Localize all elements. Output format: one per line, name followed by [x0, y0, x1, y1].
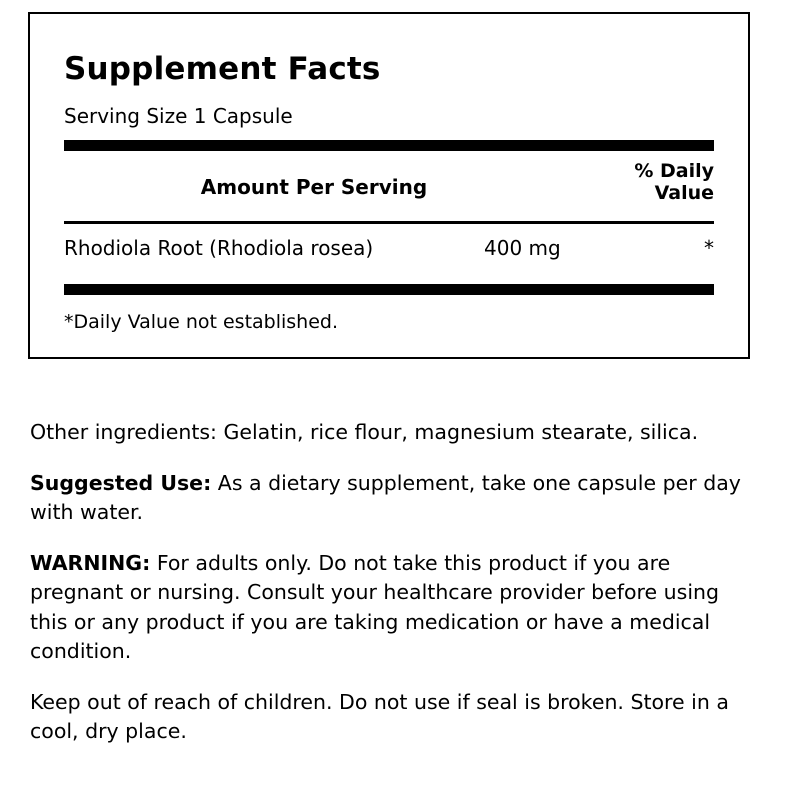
divider-thick-top [64, 140, 714, 151]
column-header-row [64, 151, 714, 221]
ingredient-amount: 400 mg [484, 236, 561, 261]
other-ingredients-paragraph: Other ingredients: Gelatin, rice flour, magnesium stearate, silica. [30, 420, 699, 444]
amount-per-serving-header: Amount Per Serving [200, 175, 428, 200]
daily-value-header-line1: % Daily [634, 160, 714, 183]
suggested-use-text: As a dietary supplement, take one capsule per day with water. [30, 471, 741, 525]
suggested-use-label: Suggested Use: [30, 471, 212, 496]
ingredient-name: Rhodiola Root (Rhodiola rosea) [64, 236, 374, 261]
panel-title: Supplement Facts [64, 51, 381, 87]
daily-value-header [604, 161, 714, 205]
serving-size: Serving Size 1 Capsule [64, 104, 293, 129]
ingredient-daily-value: * [704, 236, 714, 261]
warning-label: WARNING: [30, 551, 151, 576]
table-row [64, 224, 714, 272]
divider-thick-bottom [64, 284, 714, 295]
daily-value-footnote: *Daily Value not established. [64, 311, 339, 334]
storage-paragraph: Keep out of reach of children. Do not use if seal is broken. Store in a cool, dry place. [30, 689, 729, 743]
warning-text: For adults only. Do not take this product if you are pregnant or nursing. Consult your healthcare provider before using this or any product if you are taking medication or have a medical condition. [30, 551, 720, 663]
supplement-facts-panel [28, 12, 750, 359]
warning-paragraph [30, 549, 754, 665]
suggested-use-paragraph [30, 469, 754, 527]
body-copy [30, 418, 754, 746]
daily-value-header-line2: Value [654, 181, 714, 204]
